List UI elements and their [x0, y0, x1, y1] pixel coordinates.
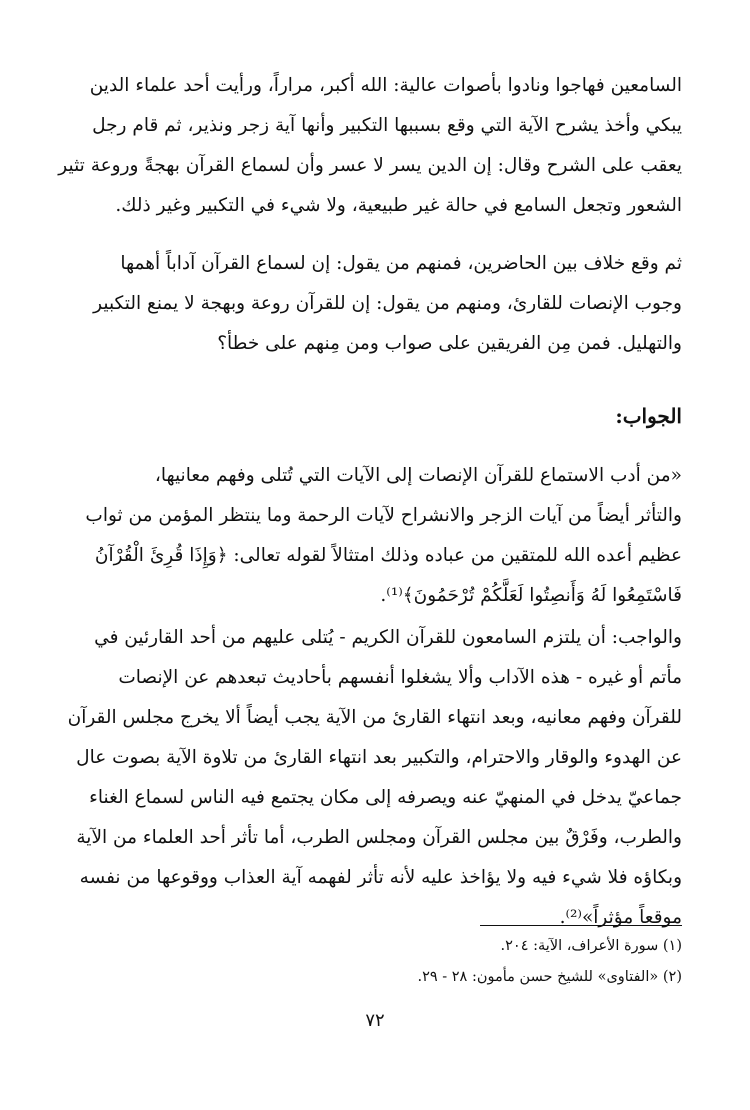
- text-line: وجوب الإنصات للقارئ، ومنهم من يقول: إن للقرآن روعة وبهجة لا يمنع التكبير: [93, 293, 682, 314]
- footnotes: [34, 931, 682, 993]
- text-line: والتهليل. فمن مِن الفريقين على صواب ومن مِنهم على خطأ؟: [217, 333, 682, 354]
- text-line: يعقب على الشرح وقال: إن الدين يسر لا عسر وأن لسماع القرآن بهجةً وروعة تثير: [58, 155, 682, 176]
- text-line: ثم وقع خلاف بين الحاضرين، فمنهم من يقول: إن لسماع القرآن آداباً أهمها: [120, 253, 682, 274]
- text-line: وبكاؤه فلا شيء فيه ولا يؤاخذ عليه لأنه تأثر لفهمه آية العذاب ووقوعها من نفسه: [79, 867, 682, 888]
- text-line: عن الهدوء والوقار والاحترام، والتكبير بعد انتهاء القارئ من تلاوة الآية بصوت عال: [76, 747, 682, 768]
- text-line: فَاسْتَمِعُوا لَهُ وَأَنصِتُوا لَعَلَّكُمْ تُرْحَمُونَ﴾⁽¹⁾.: [380, 585, 682, 606]
- footnote-1: (١) سورة الأعراف، الآية: ٢٠٤.: [500, 938, 682, 954]
- text-line: مأتم أو غيره - هذه الآداب وألا يشغلوا أنفسهم بأحاديث تبعدهم عن الإنصات: [118, 667, 682, 688]
- answer-heading: [34, 396, 682, 436]
- page-number: ٧٢: [365, 1010, 385, 1031]
- text-line: والتأثر أيضاً من آيات الزجر والانشراح لآيات الرحمة وما ينتظر المؤمن من ثواب: [85, 505, 682, 526]
- text-line: يبكي وأخذ يشرح الآية التي وقع بسببها التكبير وأنها آية زجر ونذير، ثم قام رجل: [92, 115, 682, 136]
- question-paragraph-1: [34, 66, 682, 226]
- answer-heading-text: الجواب:: [615, 404, 682, 428]
- footnote-divider: [480, 925, 682, 926]
- text-line: للقرآن وفهم معانيه، وبعد انتهاء القارئ من الآية يجب أيضاً ألا يخرج مجلس القرآن: [67, 707, 682, 728]
- answer-paragraph-2: [34, 618, 682, 938]
- text-line: جماعيّ يدخل في المنهيّ عنه ويصرفه إلى مكان يجتمع فيه الناس لسماع الغناء: [89, 787, 682, 808]
- text-line: السامعين فهاجوا ونادوا بأصوات عالية: الله أكبر، مراراً، ورأيت أحد علماء الدين: [89, 75, 682, 96]
- text-line: والطرب، وفَرْقٌ بين مجلس القرآن ومجلس الطرب، أما تأثر أحد العلماء من الآية: [76, 827, 682, 848]
- question-paragraph-2: [34, 244, 682, 364]
- text-line: موقعاً مؤثراً»⁽²⁾.: [559, 907, 682, 928]
- text-line: والواجب: أن يلتزم السامعون للقرآن الكريم - يُتلى عليهم من أحد القارئين في: [94, 627, 682, 648]
- answer-paragraph-1: [34, 456, 682, 616]
- text-line: الشعور وتجعل السامع في حالة غير طبيعية، ولا شيء في التكبير وغير ذلك.: [115, 195, 682, 216]
- footnote-2: (٢) «الفتاوى» للشيخ حسن مأمون: ٢٨ - ٢٩.: [417, 969, 682, 985]
- text-line: عظيم أعده الله للمتقين من عباده وذلك امتثالاً لقوله تعالى: ﴿وَإِذَا قُرِئَ الْقُرْآنُ: [94, 545, 682, 566]
- text-line: «من أدب الاستماع للقرآن الإنصات إلى الآيات التي تُتلى وفهم معانيها،: [154, 465, 682, 486]
